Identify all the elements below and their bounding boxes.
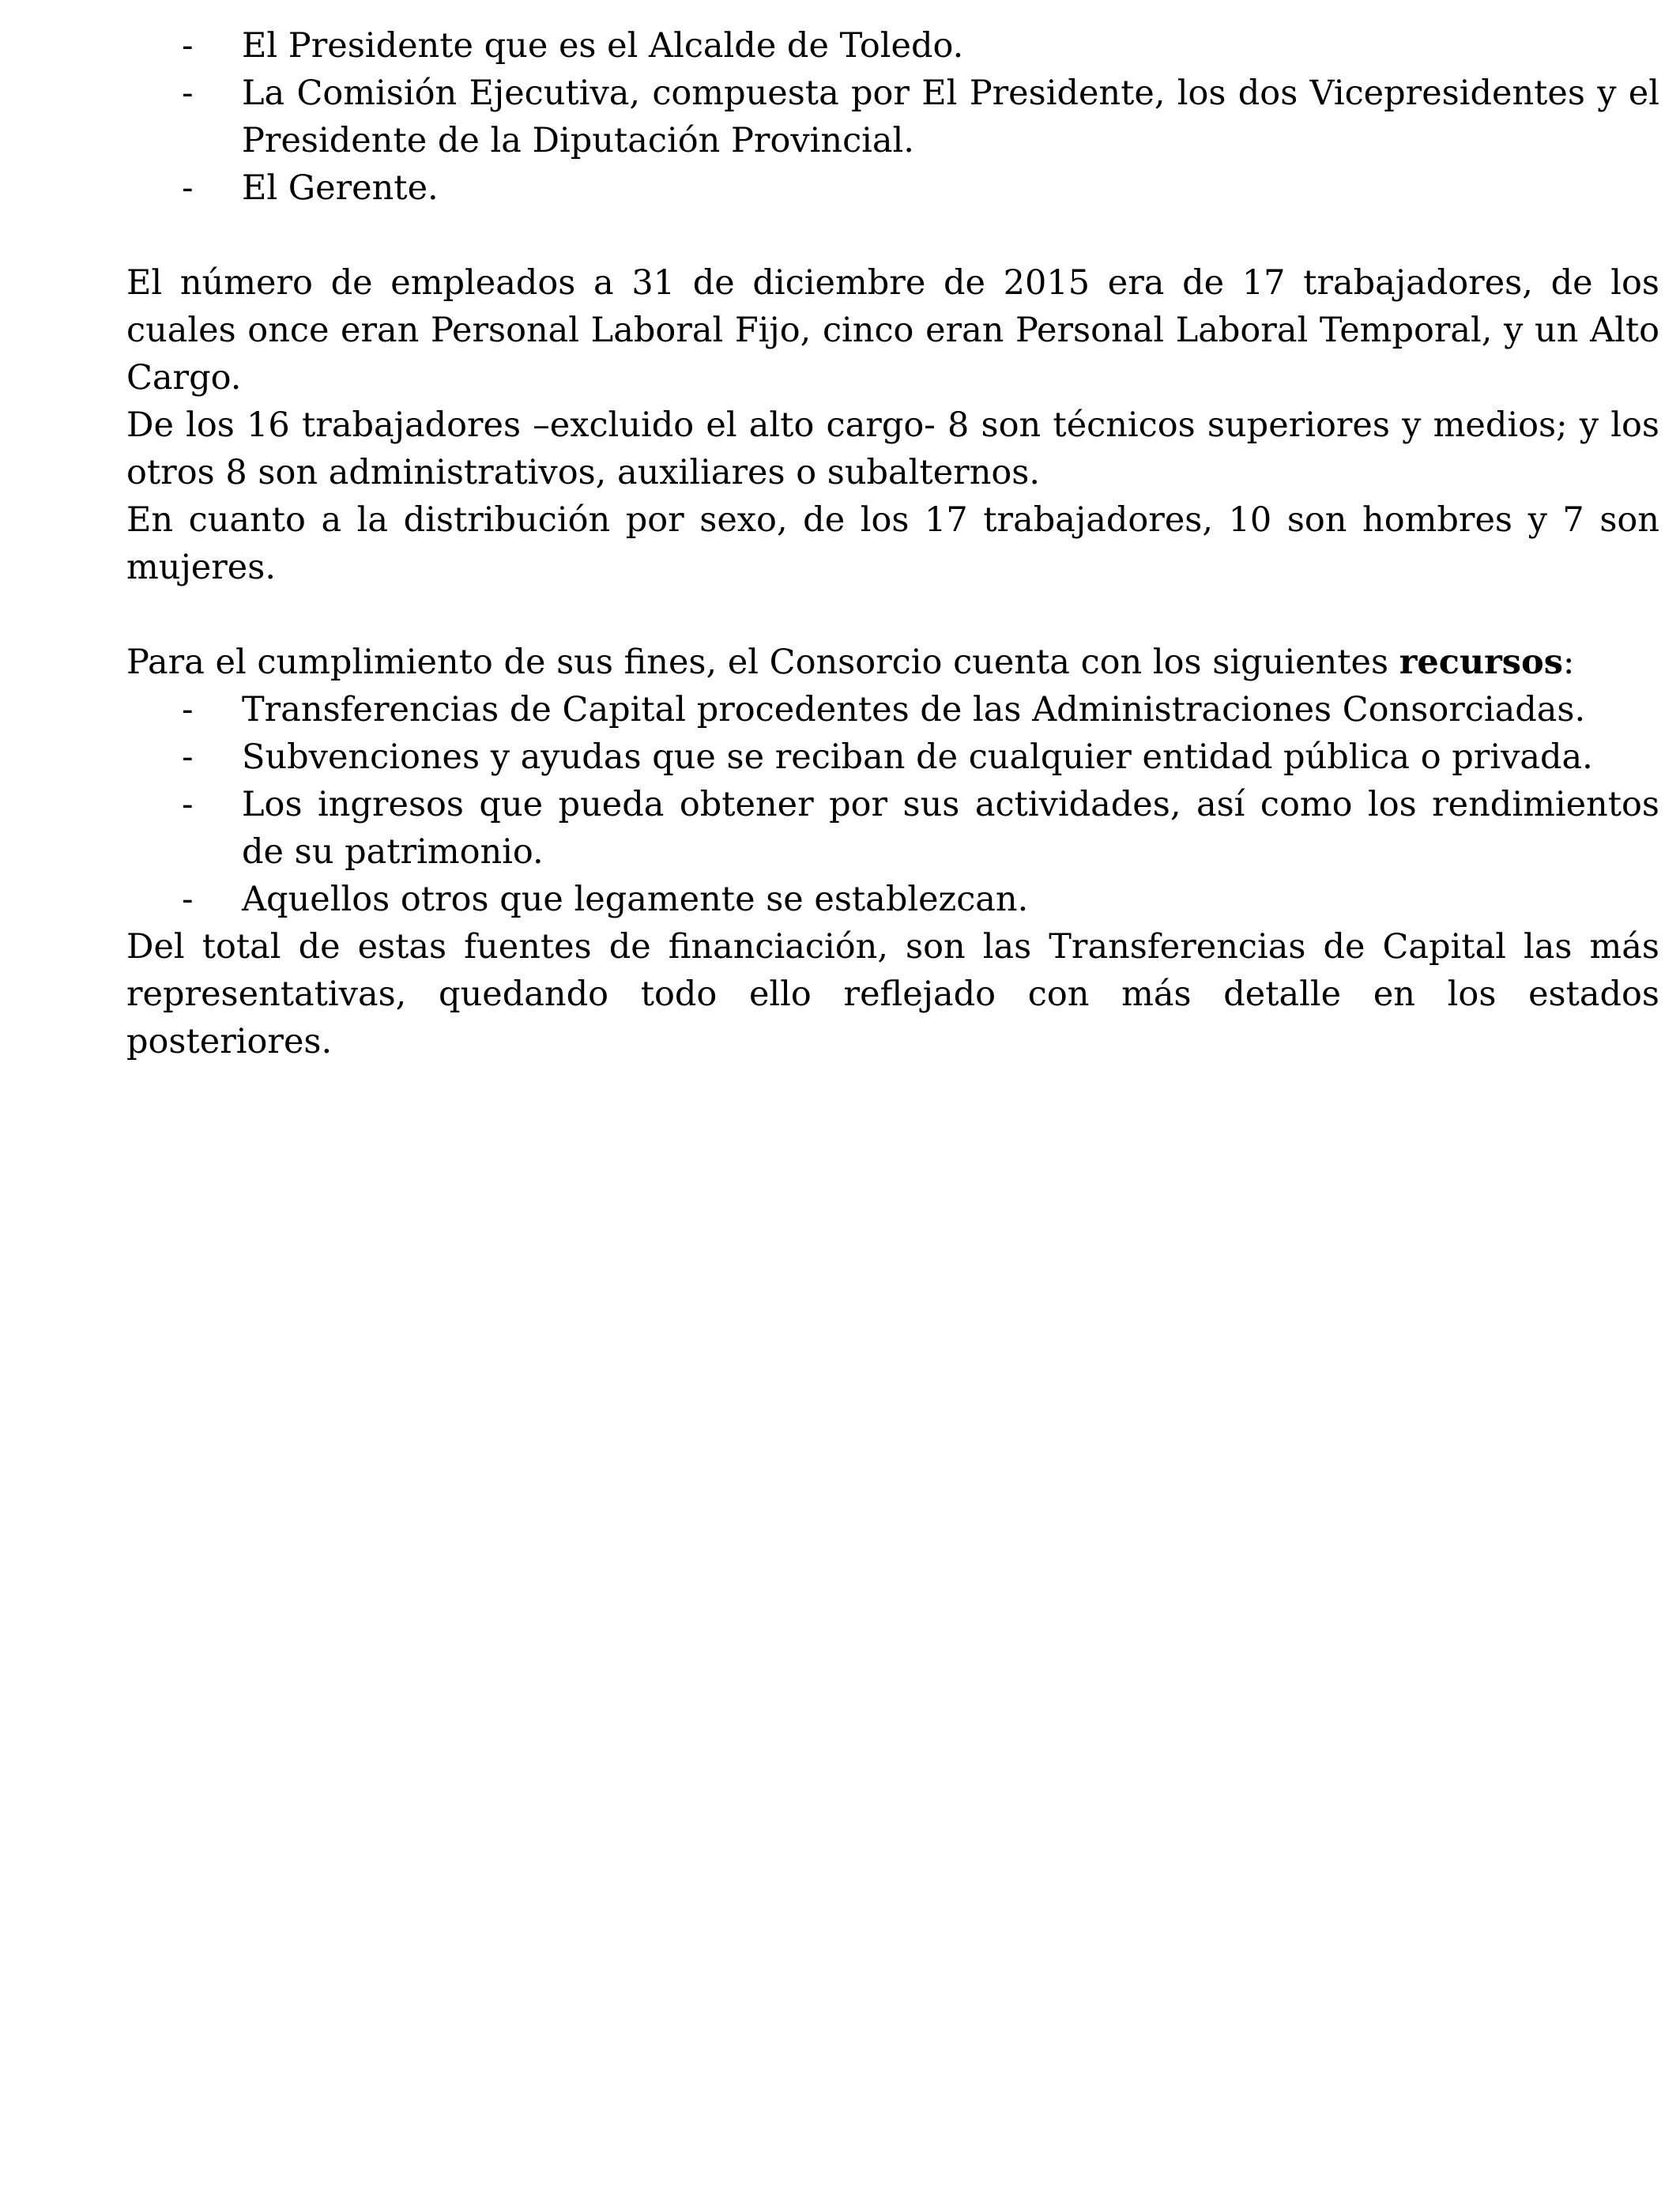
governing-bodies-list [126, 22, 1659, 212]
list-item-text: El Gerente. [242, 168, 439, 208]
dash-bullet: - [182, 74, 194, 113]
spacer [126, 212, 1659, 259]
employees-paragraph: El número de empleados a 31 de diciembre de 2015 era de 17 trabajadores, de los cuales once eran Personal Laboral Fijo, cinco eran Personal Laboral Temporal, y un Alto Cargo. [126, 263, 1659, 398]
list-item-text: El Presidente que es el Alcalde de Toledo. [242, 26, 964, 66]
document-page [126, 22, 1659, 1065]
list-item [126, 22, 1659, 70]
list-item [126, 70, 1659, 164]
list-item [126, 781, 1659, 876]
dash-bullet: - [182, 737, 194, 777]
list-item-text: La Comisión Ejecutiva, compuesta por El Presidente, los dos Vicepresidentes y el Presidente de la Diputación Provincial. [242, 74, 1659, 160]
dash-bullet: - [182, 168, 194, 208]
list-item-text: Transferencias de Capital procedentes de las Administraciones Consorciadas. [242, 690, 1586, 729]
employees-gender-paragraph: En cuanto a la distribución por sexo, de los 17 trabajadores, 10 son hombres y 7 son mujeres. [126, 500, 1659, 587]
dash-bullet: - [182, 785, 194, 824]
dash-bullet: - [182, 880, 194, 919]
resources-keyword: recursos [1399, 643, 1563, 682]
list-item [126, 164, 1659, 212]
resources-intro-colon: : [1562, 643, 1575, 682]
list-item [126, 733, 1659, 781]
list-item-text: Subvenciones y ayudas que se reciban de cualquier entidad pública o privada. [242, 737, 1593, 777]
dash-bullet: - [182, 690, 194, 729]
resources-intro-text: Para el cumplimiento de sus fines, el Consorcio cuenta con los siguientes [126, 643, 1399, 682]
employees-category-paragraph: De los 16 trabajadores –excluido el alto cargo- 8 son técnicos superiores y medios; y los otros 8 son administrativos, auxiliares o subalternos. [126, 405, 1659, 492]
spacer [126, 591, 1659, 639]
resources-list [126, 686, 1659, 923]
resources-closing-paragraph: Del total de estas fuentes de financiación, son las Transferencias de Capital las más representativas, quedando todo ello reflejado con más detalle en los estados posteriores. [126, 927, 1659, 1061]
list-item [126, 686, 1659, 733]
list-item [126, 876, 1659, 923]
dash-bullet: - [182, 26, 194, 66]
list-item-text: Aquellos otros que legamente se establezcan. [242, 880, 1029, 919]
list-item-text: Los ingresos que pueda obtener por sus actividades, así como los rendimientos de su patrimonio. [242, 785, 1659, 872]
resources-intro [126, 639, 1659, 686]
